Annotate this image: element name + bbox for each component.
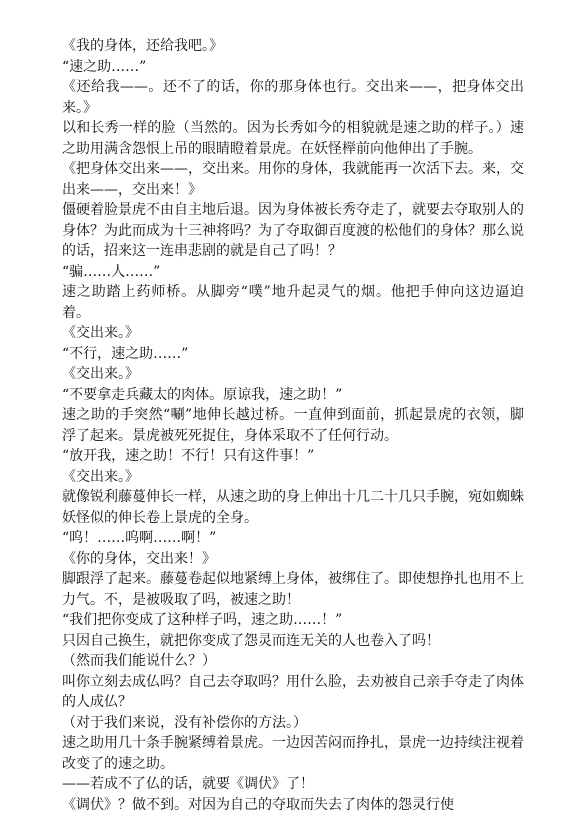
text-paragraph: （然而我们能说什么？）: [62, 653, 216, 669]
text-paragraph: “速之助……”: [62, 58, 147, 75]
text-paragraph: 速之助的手突然“唰”地伸长越过桥。一直伸到面前，抓起景虎的衣领，脚浮了起来。景虎被死死捉住，身体采取不了任何行动。: [62, 407, 524, 444]
text-paragraph: 《交出来。》: [62, 325, 139, 341]
text-paragraph: 脚跟浮了起来。藤蔓卷起似地紧缚上身体，被绑住了。即使想挣扎也用不上力气。不，是被吸取了吗，被速之助！: [62, 571, 524, 608]
text-paragraph: （对于我们来说，没有补偿你的方法。）: [62, 714, 307, 731]
text-paragraph: 《还给我——。还不了的话，你的那身体也行。交出来——，把身体交出来。》: [62, 79, 524, 116]
text-paragraph: ——若成不了仏的话，就要《调伏》了！: [62, 776, 314, 792]
text-paragraph: 《把身体交出来——，交出来。用你的身体，我就能再一次活下去。来，交出来——，交出来！》: [62, 161, 524, 198]
text-paragraph: 只因自己换生，就把你变成了怨灵而连无关的人也卷入了吗！: [62, 632, 440, 649]
text-paragraph: 以和长秀一样的脸（当然的。因为长秀如今的相貌就是速之助的样子。）速之助用满含怨恨上吊的眼睛瞪着景虎。在妖怪榉前向他伸出了手腕。: [62, 120, 524, 157]
document-page: [62, 36, 524, 815]
text-paragraph: 速之助用几十条手腕紧缚着景虎。一边因苦闷而挣扎，景虎一边持续注视着改变了的速之助。: [62, 735, 524, 772]
text-paragraph: 《交出来。》: [62, 366, 139, 382]
text-paragraph: 僵硬着脸景虎不由自主地后退。因为身体被长秀夺走了，就要去夺取别人的身体？为此而成为十三神将吗？为了夺取御百度渡的松他们的身体？那么说的话，招来这一连串悲剧的就是自己了吗！？: [62, 202, 524, 259]
text-paragraph: “不要拿走兵藏太的肉体。原谅我，速之助！”: [62, 386, 343, 403]
text-paragraph: 就像锐利藤蔓伸长一样，从速之助的身上伸出十几二十几只手腕，宛如蜘蛛妖怪似的伸长卷上景虎的全身。: [62, 489, 524, 526]
text-paragraph: 叫你立刻去成仏吗？自己去夺取吗？用什么脸，去劝被自己亲手夺走了肉体的人成仏？: [62, 673, 524, 710]
text-paragraph: 《交出来。》: [62, 468, 139, 485]
text-paragraph: 速之助踏上药师桥。从脚旁“噗”地升起灵气的烟。他把手伸向这边逼迫着。: [62, 284, 524, 321]
text-paragraph: 《调伏》？做不到。对因为自己的夺取而失去了肉体的怨灵行使: [62, 796, 454, 813]
text-paragraph: “不行，速之助……”: [62, 345, 189, 362]
text-paragraph: 《我的身体，还给我吧。》: [62, 38, 223, 54]
text-paragraph: 《你的身体，交出来！》: [62, 550, 216, 567]
text-paragraph: “骗……人……”: [62, 263, 161, 280]
text-paragraph: “放开我，速之助！不行！只有这件事！”: [62, 448, 315, 464]
text-paragraph: “我们把你变成了这种样子吗，速之助……！”: [62, 612, 343, 628]
text-paragraph: “呜！……呜啊……啊！”: [62, 530, 217, 546]
